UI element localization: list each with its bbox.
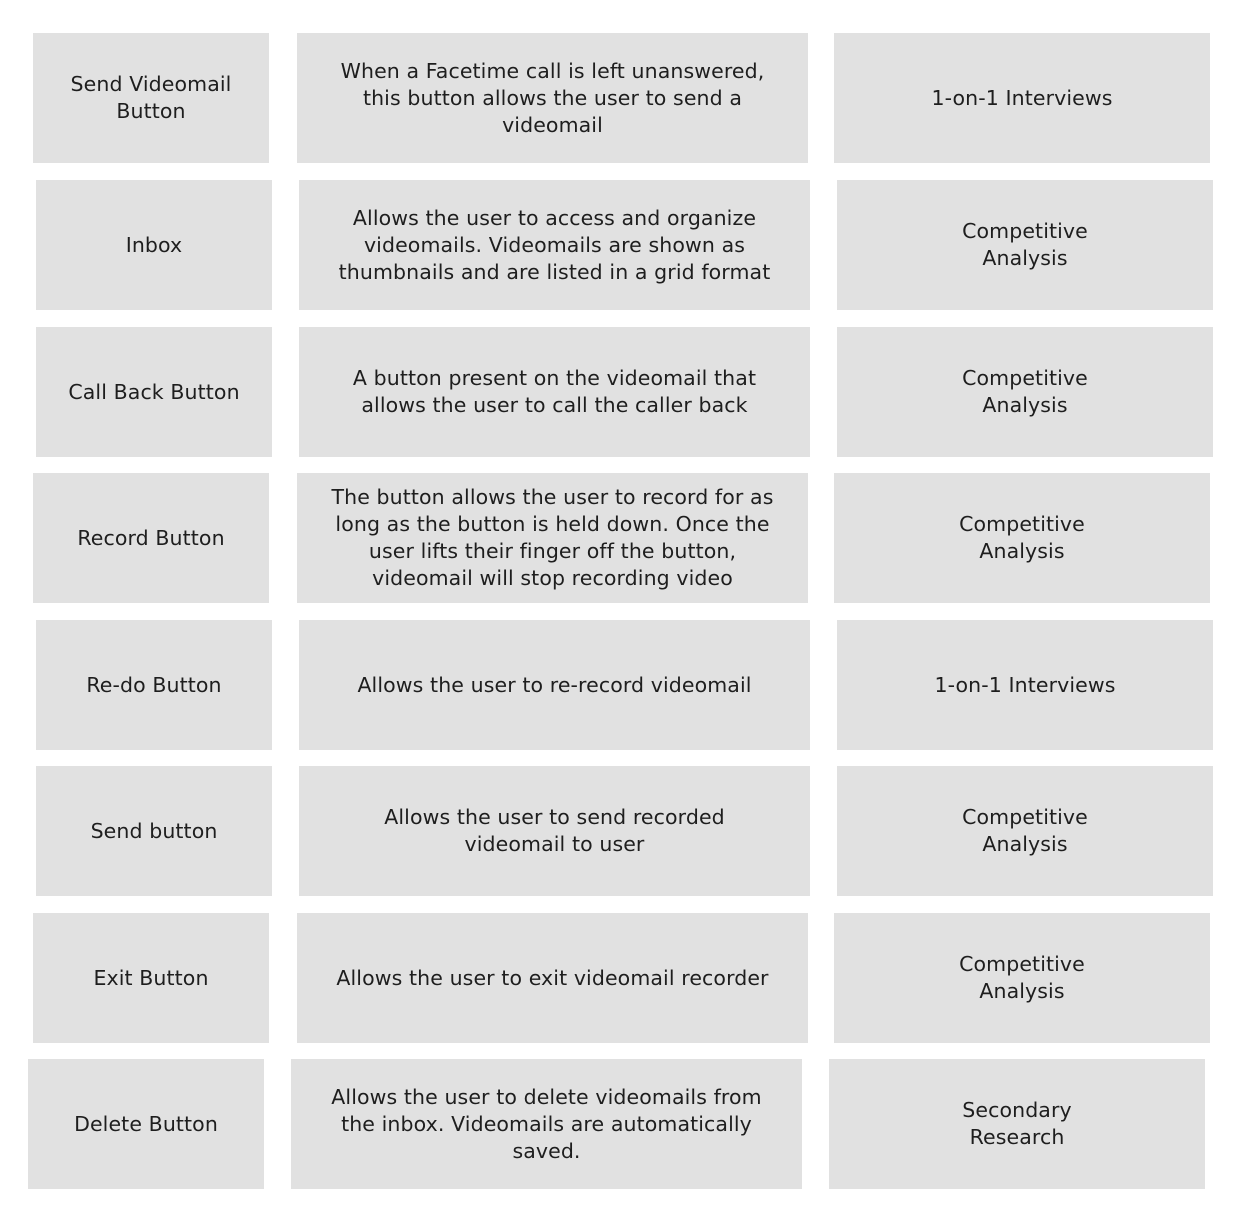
feature-card <box>36 180 272 310</box>
source-label: Competitive Analysis <box>962 366 1088 417</box>
description-card <box>297 913 808 1043</box>
description-text: Allows the user to delete videomails from the inbox. Videomails are automatically saved. <box>331 1084 762 1163</box>
description-card <box>299 766 810 896</box>
description-card <box>299 327 810 457</box>
feature-label: Exit Button <box>93 965 209 990</box>
source-card <box>837 180 1213 310</box>
feature-card <box>36 327 272 457</box>
description-card <box>297 33 808 163</box>
source-label: Competitive Analysis <box>959 952 1085 1003</box>
feature-label: Inbox <box>125 232 183 257</box>
description-text: A button present on the videomail that allows the user to call the caller back <box>352 366 757 417</box>
feature-card <box>33 33 269 163</box>
feature-label: Send button <box>90 818 218 843</box>
source-card <box>829 1059 1205 1189</box>
description-card <box>297 473 808 603</box>
source-card <box>837 620 1213 750</box>
feature-card <box>33 473 269 603</box>
feature-card <box>33 913 269 1043</box>
source-label: Secondary Research <box>962 1098 1072 1149</box>
source-card <box>837 766 1213 896</box>
description-text: When a Facetime call is left unanswered, this button allows the user to send a videomail <box>340 58 765 137</box>
description-card <box>291 1059 802 1189</box>
description-card <box>299 180 810 310</box>
feature-label: Re-do Button <box>86 672 222 697</box>
feature-label: Call Back Button <box>68 379 240 404</box>
source-label: 1-on-1 Interviews <box>934 672 1116 697</box>
source-label: Competitive Analysis <box>962 805 1088 856</box>
description-card <box>299 620 810 750</box>
feature-card <box>36 766 272 896</box>
source-card <box>834 473 1210 603</box>
description-text: The button allows the user to record for as long as the button is held down. Once the user lifts their finger off the button, videomail will stop recording video <box>331 485 774 590</box>
feature-label: Delete Button <box>74 1111 218 1136</box>
source-label: 1-on-1 Interviews <box>931 85 1113 110</box>
feature-card <box>28 1059 264 1189</box>
source-card <box>837 327 1213 457</box>
description-text: Allows the user to exit videomail recorder <box>336 965 769 990</box>
source-card <box>834 913 1210 1043</box>
source-label: Competitive Analysis <box>959 512 1085 563</box>
description-text: Allows the user to access and organize videomails. Videomails are shown as thumbnails and are listed in a grid format <box>338 205 771 284</box>
description-text: Allows the user to re-record videomail <box>357 672 752 697</box>
feature-label: Send Videomail Button <box>70 72 232 123</box>
source-card <box>834 33 1210 163</box>
feature-label: Record Button <box>77 525 225 550</box>
feature-card <box>36 620 272 750</box>
description-text: Allows the user to send recorded videomail to user <box>384 805 725 856</box>
source-label: Competitive Analysis <box>962 219 1088 270</box>
